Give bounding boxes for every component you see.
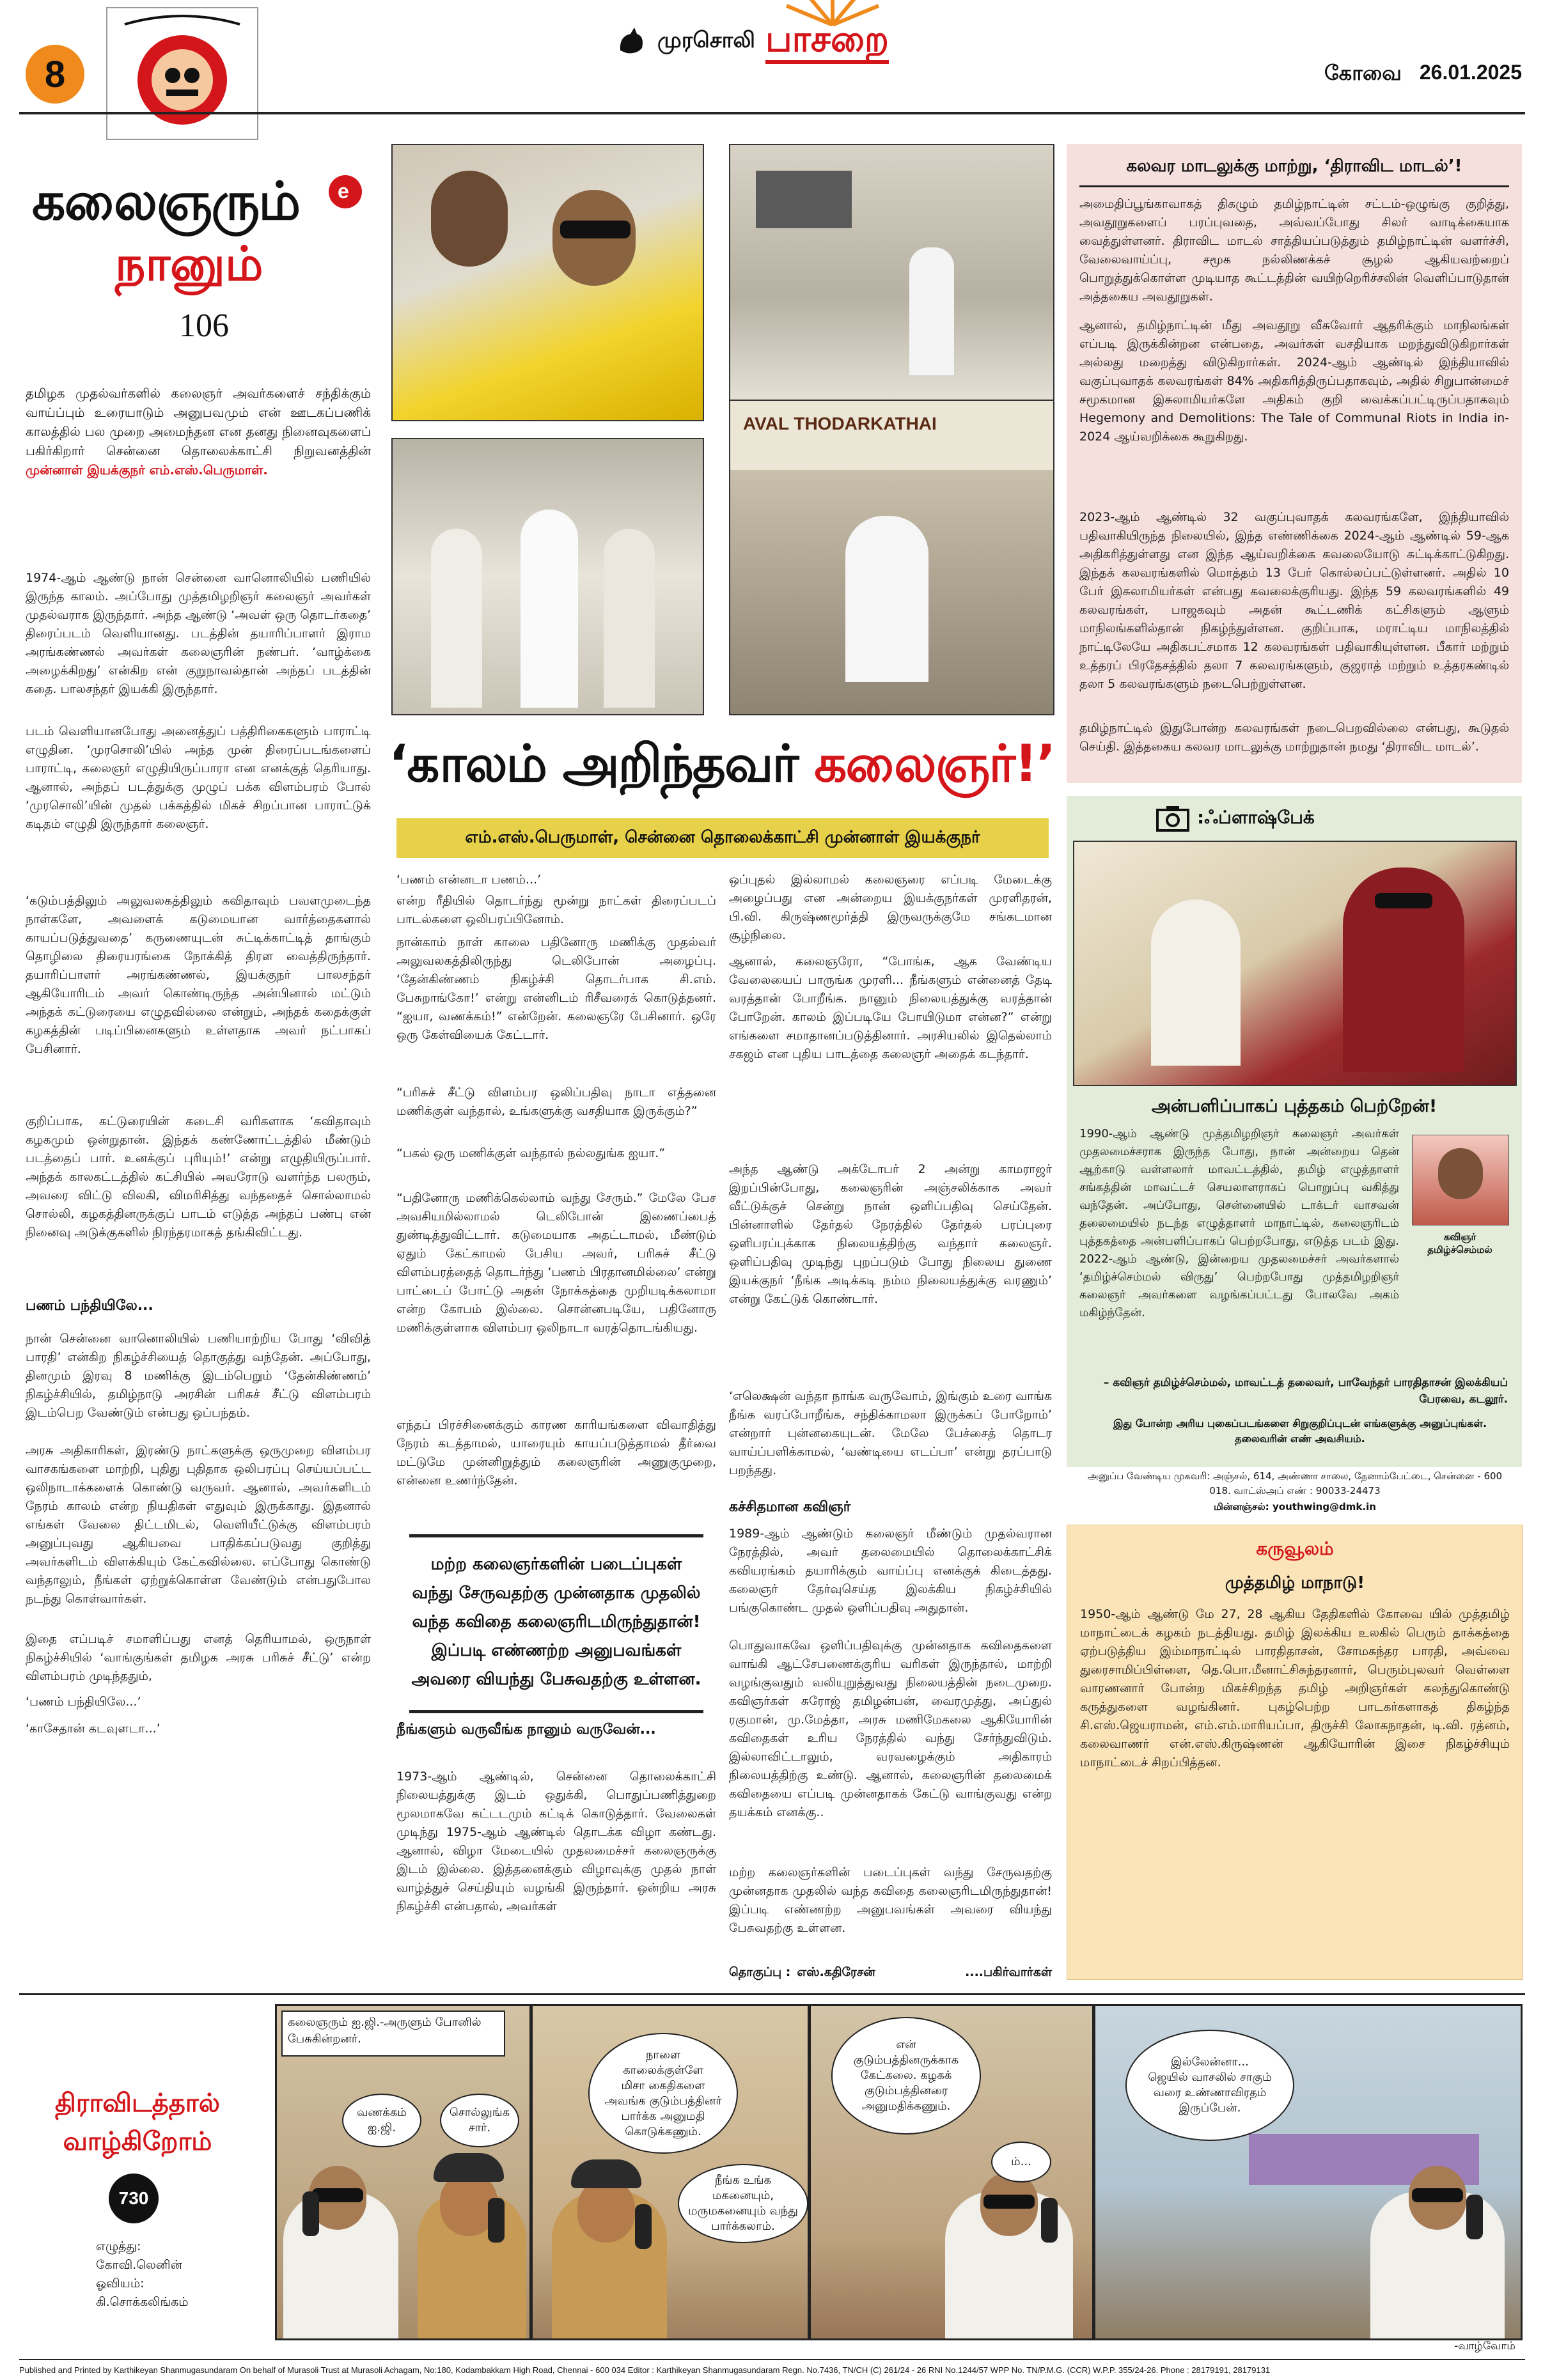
imprint: Published and Printed by Karthikeyan Shanmugasundaram On behalf of Murasoli Trust at Murasoli Achagam, No:180, Kodambakkam High Road, Chennai - 600 034 Editor : Karthikeyan Shanmugasundaram Regn. No.7436, TN/CH (C) 261/24 - 26 RNI No.1244/57 WPP No. TN/P.M.G. (CCR) W.P.P. 355/24-26. Phone : 28179191, 28179131 — [19, 2365, 1271, 2375]
series-number: 106 — [179, 307, 229, 344]
photo-aval-thodarkathai-event: AVAL THODARKATHAI — [729, 400, 1054, 715]
brand-small: முரசொலி — [657, 27, 755, 53]
speech-bubble-2: சொல்லுங்க சார். — [440, 2094, 519, 2147]
col2-p3: நான்காம் நாள் காலை பதினோரு மணிக்கு முதல்வர் அலுவலகத்திலிருந்து டெலிபோன் அழைப்பு. ‘தேன்கிண்ணம் நிகழ்ச்சி தொடர்பாக சி.எம். பேசுறாங்கோ!’ என்று என்னிடம் ரிசீவரைக் கொடுத்தனர். “ஐயா, வணக்கம்!” என்றேன். கலைஞரே பேசினார். ஒரே ஒரு கேள்வியைக் கேட்டார். — [396, 935, 716, 1042]
subhead-precise-poet: கச்சிதமான கவிஞர் — [729, 1499, 851, 1515]
intro-text: தமிழக முதல்வர்களில் கலைஞர் அவர்களைச் சந்திக்கும் வாய்ப்பும் உரையாடும் அனுபவமும் என் ஊடகப்பணிக் காலத்தில் பல முறை அமைந்தன என தனது நினைவுகளைப் பகிர்கிறார் சென்னை தொலைக்காட்சி நிறுவனத்தின் — [26, 385, 371, 458]
page-number: 8 — [44, 53, 66, 95]
flashback-box — [1067, 796, 1522, 1467]
col3-p1: ஒப்புதல் இல்லாமல் கலைஞரை எப்படி மேடைக்கு அழைப்பது என அன்றைய இயக்குநர்கள் முரளிதரன், பி.வி. கிருஷ்ணமூர்த்தி இருவருக்குமே சங்கடமான சூழ்நிலை. — [729, 873, 1052, 942]
col2-p1: ‘பணம் என்னடா பணம்...’ — [396, 873, 542, 887]
flashback-header — [1156, 802, 1315, 834]
speech-bubble-6: ம்... — [991, 2142, 1051, 2182]
murasoli-pasarai-logo — [106, 6, 259, 141]
treasure-box — [1067, 1525, 1523, 1980]
flashback-text: 1990-ஆம் ஆண்டு முத்தமிழறிஞர் கலைஞர் அவர்கள் முதலமைச்சராக இருந்த போது, நான் அன்றைய தென் ஆற்காடு வள்ளலார் மாவட்டத்தில், தமிழ் எழுத்தாளர் சங்கத்தின் மாவட்டச் செயலாளராகப் பொறுப்பு வகித்து வந்தேன். அப்போது, சென்னையில் டாக்டர் வாசவன் தலைமையில் நடந்த எழுத்தாளர் மாநாட்டில், கலைஞரிடம் புத்தகத்தை அன்பளிப்பாகப் பெற்றபோது, எடுத்த படம் இது. 2022-ஆம் ஆண்டு, இன்றைய முதலமைச்சர் அவர்களால் ‘தமிழ்ச்செம்மல் விருது’ பெற்றபோது முத்தமிழறிஞர் கலைஞர் அவர்களை வழங்கப்பட்டது போலவே அகம் மகிழ்ந்தேன். — [1079, 1127, 1399, 1319]
brand-large: பாசறை — [765, 19, 889, 64]
speech-bubble-4: நீங்க உங்க மகனையும், மருமகனையும் வந்து பார்க்கலாம். — [678, 2164, 808, 2243]
camera-icon — [1156, 805, 1189, 832]
col1-p7: இதை எப்படிச் சமாளிப்பது எனத் தெரியாமல், ஒருநாள் நிகழ்ச்சியில் ‘வாங்குங்கள் தமிழக அரசு பரிசுச் சீட்டு’ என்ற விளம்பரம் முடிந்ததும், — [26, 1632, 371, 1683]
header-rule — [19, 112, 1525, 114]
photo-walking-group — [391, 438, 704, 715]
col1-p5: நான் சென்னை வானொலியில் பணியாற்றிய போது ‘விவித் பாரதி’ என்கிற நிகழ்ச்சியைத் தொகுத்து வந்தேன். அப்போது, தினமும் இரவு 8 மணிக்கு இடம்பெறும் ‘தேன்கிண்ணம்’ நிகழ்ச்சியில், தமிழ்நாடு அரசின் பரிசுச் சீட்டு விளம்பரம் இடம்பெற வேண்டும் என்பது ஒப்பந்தம். — [26, 1332, 371, 1420]
speech-bubble-3: நாளை காலைக்குள்ளே மிசா கைதிகளை அவங்க குடும்பத்தினர் பார்க்க அனுமதி கொடுக்கணும். — [588, 2033, 738, 2154]
col2-p2: என்ற ரீதியில் தொடர்ந்து மூன்று நாட்கள் திரைப்படப் பாடல்களை ஒலிபரப்பினோம். — [396, 894, 716, 926]
city: கோவை — [1324, 61, 1402, 85]
col1-p6: அரசு அதிகாரிகள், இரண்டு நாட்களுக்கு ஒருமுறை விளம்பர வாசகங்களை மாற்றி, புதிது புதிதாக ஒலிபரப்பு செய்யப்பட்ட ஒலிநாடாக்களைக் கொண்டு வருவர். ஆனால், அவர்களிடம் நேரம் காலம் என்ற நியதிகள் எதுவும் இருக்காது. இதனால் எங்கள் வேலை திட்டமிடல், வெளியீட்டுக்கு விளம்பரம் அனுப்புவது ஆகியவை பாதிக்கப்படுவது குறித்து அவர்களிடம் விளக்கியும் கேட்கவில்லை. எப்போது கொண்டு வந்தாலும், நீங்கள் ஏற்றுக்கொள்ள வேண்டும் என்பதுபோல நடந்து கொள்வார்கள். — [26, 1443, 371, 1606]
intro-author: முன்னாள் இயக்குநர் எம்.எஸ்.பெருமாள். — [26, 462, 268, 478]
series-title-line2: நானும் — [115, 237, 263, 292]
headline-part1: ‘காலம் அறிந்தவர் — [388, 734, 815, 793]
pen-icon — [326, 173, 364, 211]
col1-p9: ‘காசேதான் கடவுளடா...’ — [26, 1722, 161, 1736]
col1-p3: ‘கடும்பத்திலும் அலுவலகத்திலும் கவிதாவும் பவளமுடைந்த நாள்களே, அவளைக் கடுமையான வார்த்தைகளால் காயப்படுத்துவதை’ கருணையுடன் சுட்டிக்காட்டித் தாங்கும் தொழிலை திரையரங்கை நோக்கித் திரள வைத்திருந்தார். தயாரிப்பாளர் அரங்கண்ணல், இயக்குநர் பாலசந்தர் ஆகியோரிடம் அவர் கொண்டிருந்த அன்பினால் மட்டும் அந்தக் கட்டுரையை எழுதவில்லை என்றும், அந்தக் கதைக்குள் கழகத்தின் படிப்பினைகளும் உள்ளதாக அவர் நட்பாகப் பேசினார். — [26, 894, 371, 1056]
photo-kalaignar-yellow-shawl — [391, 144, 704, 421]
col2-p7: எந்தப் பிரச்சினைக்கும் காரண காரியங்களை விவாதித்து நேரம் கடத்தாமல், யாரையும் காயப்படுத்தாமல் தீர்வை மட்டுமே முன்னிறுத்தும் கலைஞரின் அணுகுமுறை, என்னை உணர்ந்தேன். — [396, 1418, 716, 1488]
speech-bubble-5: என் குடும்பத்தினருக்காக கேட்கலை. கழகக் குடும்பத்தினரை அனுமதிக்கணும். — [831, 2017, 981, 2135]
comic-caption: கலைஞரும் ஐ.ஜி.-அருளும் போனில் பேசுகின்றனர். — [281, 2011, 505, 2057]
col1-p8: ‘பணம் பந்தியிலே...’ — [26, 1695, 141, 1709]
series-title-line1: கலைஞரும் — [32, 171, 300, 232]
editorial-p3: 2023-ஆம் ஆண்டில் 32 வகுப்புவாதக் கலவரங்களே, இந்தியாவில் பதிவாகியிருந்த நிலையில், இந்த எண்ணிக்கை 2024-ஆம் ஆண்டில் 59-ஆக அதிகரித்துள்ளது என இந்த ஆய்வறிக்கை கவலையோடு சுட்டிக்காட்டுகிறது. இந்தக் கலவரங்களில் மொத்தம் 13 பேர் கொல்லப்பட்டுள்ளனர். அதில் 10 பேர் இசுலாமியர்கள் என்பது கவலைக்குரியது. இந்த 59 கலவரங்களில் 49 கலவரங்கள், பாஜகவும் அதன் கூட்டணிக் கட்சிகளும் ஆளும் மாநிலங்களில்தான் நிகழ்ந்துள்ளன. குறிப்பாக, மராட்டிய மாநிலத்தில் நாட்டிலேயே அதிகபட்சமாக 12 கலவரங்கள் பதிவாகியுள்ளன. பீகார் மற்றும் உத்தரப் பிரதேசத்தில் தலா 7 கலவரங்களும், குஜராத் மற்றும் உத்தரகண்டில் தலா 5 கலவரங்களும் நடைபெற்றுள்ளன. — [1079, 510, 1509, 691]
treasure-subtitle: முத்தமிழ் மாநாடு! — [1225, 1573, 1365, 1592]
col2-p8: 1973-ஆம் ஆண்டில், சென்னை தொலைக்காட்சி நிலையத்துக்கு இடம் ஒதுக்கி, பொதுப்பணித்துறை மூலமாகவே கட்டடமும் கட்டிக் கொடுத்தார். வேலைகள் முடிந்து 1975-ஆம் ஆண்டில் தொடக்க விழா கண்டது. ஆனால், விழா மேடையில் முதலமைச்சர் கலைஞருக்கு இடம் இல்லை. இத்தனைக்கும் விழாவுக்கு முதல் நாள் வாழ்த்துச் செய்தியும் வழங்கி இருந்தார். ஒன்றிய அரசு நிகழ்ச்சி என்பதால், அவர்கள் — [396, 1769, 716, 1913]
invite-text: இது போன்ற அரிய புகைப்படங்களை சிறுகுறிப்புடன் எங்களுக்கு அனுப்புங்கள். தலைவரின் எண் அவசியம். — [1113, 1417, 1487, 1445]
svg-text:e: e — [338, 180, 349, 203]
flashback-portrait — [1412, 1135, 1509, 1225]
compiler-label: தொகுப்பு : — [729, 1964, 791, 1979]
pull-quote-rule-top — [409, 1534, 703, 1537]
artist: கி.சொக்கலிங்கம் — [96, 2295, 189, 2309]
writer: கோவி.லெனின் — [96, 2258, 182, 2272]
subhead-you-will-come: நீங்களும் வருவீங்க நானும் வருவேன்... — [396, 1722, 656, 1738]
comic-to-continue: -வாழ்வோம் — [1454, 2340, 1516, 2353]
brand-large-block — [765, 19, 889, 65]
date: 26.01.2025 — [1419, 61, 1522, 84]
writer-label: எழுத்து: — [96, 2239, 141, 2253]
comic-credits — [96, 2237, 237, 2353]
article-headline — [388, 726, 1055, 809]
headline-part2: கலைஞர்!’ — [814, 734, 1055, 793]
col2-p4: “பரிசுச் சீட்டு விளம்பர ஒலிப்பதிவு நாடா எத்தனை மணிக்குள் வந்தால், உங்களுக்கு வசதியாக இருக்கும்?” — [396, 1085, 716, 1118]
flashback-portrait-caption: கவிஞர் தமிழ்ச்செம்மல் — [1427, 1231, 1492, 1256]
col2-p5: “பகல் ஒரு மணிக்குள் வந்தால் நல்லதுங்க ஐயா.” — [396, 1146, 666, 1160]
masthead — [614, 10, 1023, 74]
col3-p4: ‘எலெக்ஷன் வந்தா நாங்க வருவோம், இங்கும் உரை வாங்க நீங்க வரப்போறீங்க, சந்திக்காமலா இருக்கப் போறோம்’ என்றார் புன்னகையுடன். மேலே பேச்சைத் தொடர வாய்ப்பளிக்காமல், ‘வண்டியை எடப்பா’ என்று தரப்பாடு பறந்தது. — [729, 1389, 1052, 1477]
speech-bubble-1: வணக்கம் ஐ.ஜி. — [342, 2094, 421, 2147]
series-title-block — [19, 128, 377, 396]
comic-top-rule — [19, 1993, 1525, 1995]
flashback-sign: – கவிஞர் தமிழ்ச்செம்மல், மாவட்டத் தலைவர், பாவேந்தர் பாரதிதாசன் இலக்கியப் பேரவை, கடலூர். — [1103, 1376, 1508, 1406]
treasure-title: கருவூலம் — [1256, 1538, 1334, 1559]
byline: எம்.எஸ்.பெருமாள், சென்னை தொலைக்காட்சி முன்னாள் இயக்குநர் — [465, 827, 980, 847]
flashback-title: அன்பளிப்பாகப் புத்தகம் பெற்றேன்! — [1151, 1096, 1437, 1116]
subhead-money: பணம் பந்தியிலே... — [26, 1298, 153, 1314]
col2-p6: “பதினோரு மணிக்கெல்லாம் வந்து சேரும்.” மேலே பேச அவசியமில்லாமல் டெலிபோன் இணைப்பைத் துண்டித்துவிட்டார். கடுமையாக அதட்டாமல், மீண்டும் ஏதும் கேட்காமல் பேசிய அவர், பரிசுச் சீட்டு விளம்பரத்தைத் தொடர்ந்து ‘பணம் பிரதானமில்லை’ என்று பாட்டைப் போட்டு அதன் நோக்கத்தை முறியடிக்கலாமா என்ற கோபம் இல்லை. சொன்னபடியே, பதினோரு மணிக்குள்ளாக விளம்பர ஒலிநாடா வரத்தொடங்கியது. — [396, 1191, 716, 1335]
pull-quote-rule-bottom — [409, 1710, 703, 1713]
comic-episode-badge — [109, 2174, 159, 2223]
email-line: மின்னஞ்சல்: youthwing@dmk.in — [1214, 1501, 1376, 1513]
photo-event-stage — [729, 144, 1054, 421]
editorial-p1: அமைதிப்பூங்காவாகத் திகழும் தமிழ்நாட்டின் சட்டம்-ஒழுங்கு குறித்து, அவதூறுகளைப் பரப்புவதை, அவ்வப்போது சிலர் வாடிக்கையாக வைத்துள்ளனர். திராவிட மாடல் சாத்தியப்படுத்தும் தமிழ்நாட்டின் வளர்ச்சி, வேலைவாய்ப்பு, சமூக நல்லிணக்கச் சூழல் ஆகியவற்றைப் பொறுத்துக்கொள்ள முடியாத கூட்டத்தின் வயிற்றெரிச்சலின் வெளிப்பாடுதான் அத்தகைய அவதூறுகள். — [1079, 197, 1509, 304]
col1-p2: படம் வெளியானபோது அனைத்துப் பத்திரிகைகளும் பாராட்டி எழுதின. ‘முரசொலி’யில் அந்த முன் திரைப்படங்களைப் பாராட்டி, கலைஞர் எழுதியிருப்பாரா என எனக்குத் தெரியாது. ஆனால், அந்தப் படத்துக்கு முழுப் பக்க விளம்பரம் போல் ‘முரசொலி’யின் முதல் பக்கத்தில் மிகச் சிறப்பான பாராட்டுக் கடிதம் எழுதி இருந்தார் கலைஞர். — [26, 724, 371, 831]
col3-p2: ஆனால், கலைஞரோ, “போங்க, ஆக வேண்டிய வேலையைப் பாருங்க முரளி... நீங்களும் என்னைத் தேடி வரத்தான் போறீங்க. நானும் நிலையத்துக்கு வரத்தான் போறேன். காலம் இப்படியே போயிடுமா என்ன?” என்று எங்களை சமாதானப்படுத்தினார். அரசியலில் இதெல்லாம் சகஜம் என புதிய பாடத்தை கலைஞர் அதைக் கடந்தார். — [729, 954, 1052, 1061]
editorial-box — [1067, 144, 1522, 783]
rooster-icon — [614, 25, 647, 58]
flashback-photo — [1073, 841, 1517, 1086]
treasure-text: 1950-ஆம் ஆண்டு மே 27, 28 ஆகிய தேதிகளில் கோவை யில் முத்தமிழ் மாநாட்டைக் கழகம் நடத்தியது. தமிழ் இலக்கிய உலகில் பெரும் தாக்கத்தை ஏற்படுத்திய இம்மாநாட்டில் பாரதிதாசன், சோமசுந்தர பாரதி, அவ்வை துரைசாமிப்பிள்ளை, தெ.பொ.மீனாட்சிசுந்தரனார், பெரும்புலவர் வெள்ளை வாரணனார் போன்ற மிகச்சிறந்த தமிழ் அறிஞர்கள் கலந்துகொண்டு கருத்துகளை வழங்கினர். புகழ்பெற்ற பாடகர்களாகத் திகழ்ந்த சி.எஸ்.ஜெயராமன், எம்.எம்.மாரியப்பா, திருச்சி லோகநாதன், டி.வி. ரத்னம், கலைவாணர் என்.எஸ்.கிருஷ்ணன் ஆகியோரின் இசை நிகழ்ச்சியும் மாநாட்டைச் சிறப்பித்தன. — [1080, 1607, 1510, 1769]
comic-strip — [275, 2004, 1522, 2340]
byline-bar — [396, 818, 1049, 858]
pull-quote: மற்ற கலைஞர்களின் படைப்புகள் வந்து சேருவதற்கு முன்னதாக முதலில் வந்த கவிதை கலைஞரிடமிருந்துதான்! இப்படி எண்ணற்ற அனுபவங்கள் அவரை வியந்து பேசுவதற்கு உள்ளன. — [411, 1555, 701, 1689]
page-number-badge — [26, 45, 84, 104]
col3-p5: 1989-ஆம் ஆண்டும் கலைஞர் மீண்டும் முதல்வரான நேரத்தில், அவர் தலைமையில் தொலைக்காட்சிக் கவியரங்கம் தயாரிக்கும் வாய்ப்பு எனக்குக் கிடைத்தது. கலைஞர் தேர்வுசெய்த இலக்கிய நிகழ்ச்சியில் பங்குகொண்ட முதல் ஒளிப்பதிவு அதுதான். — [729, 1527, 1052, 1615]
to-share: ....பகிர்வார்கள் — [965, 1964, 1052, 1979]
series-intro — [26, 384, 371, 563]
compiler-name: எஸ்.கதிரேசன் — [797, 1964, 875, 1979]
editorial-p2: ஆனால், தமிழ்நாட்டின் மீது அவதூறு வீசுவோர் ஆதரிக்கும் மாநிலங்கள் எப்படி இருக்கின்றன என்பதை, அவர்கள் வசதியாக மறந்துவிடுகிறார்கள் அல்லது மறைத்து விடுகிறார்கள். 2024-ஆம் ஆண்டில் இந்தியாவில் வகுப்புவாதக் கலவரங்கள் 84% அதிகரித்திருப்பதாகவும், அதில் சிறுபான்மைச் சமூகமான இசுலாமியர்களே அதிகம் குறி வைக்கப்பட்டிருப்பதாகவும் Hegemony and Demolitions: The Tale of Communal Riots in India in-2024 ஆய்வறிக்கை கூறுகிறது. — [1079, 318, 1509, 444]
sunrise-icon — [769, 0, 897, 26]
comic-episode: 730 — [118, 2188, 149, 2208]
artist-label: ஓவியம்: — [96, 2276, 145, 2291]
col3-p7: மற்ற கலைஞர்களின் படைப்புகள் வந்து சேருவதற்கு முன்னதாக முதலில் வந்த கவிதை கலைஞரிடமிருந்துதான்! இப்படி எண்ணற்ற அனுபவங்கள் அவரை வியந்து பேசுவதற்கு உள்ளன. — [729, 1865, 1052, 1935]
edition-info — [1253, 61, 1522, 93]
editorial-p4: தமிழ்நாட்டில் இதுபோன்ற கலவரங்கள் நடைபெறவில்லை என்பது, கூடுதல் செய்தி. இத்தகைய கலவர மாடலுக்கு மாற்றுதான் நமது ‘திராவிட மாடல்’. — [1079, 721, 1509, 754]
address-line: அனுப்ப வேண்டிய முகவரி: அஞ்சல், 614, அண்ணா சாலை, தேனாம்பேட்டை, சென்னை - 600 018. வாட்ஸ்அப் எண் : 90033-24473 — [1087, 1470, 1503, 1497]
col1-p1: 1974-ஆம் ஆண்டு நான் சென்னை வானொலியில் பணியில் இருந்த காலம். அப்போது முத்தமிழறிஞர் கலைஞர் அவர்கள் முதல்வராக இருந்தார். அந்த ஆண்டு ‘அவள் ஒரு தொடர்கதை’ திரைப்படம் வெளியானது. படத்தின் தயாரிப்பாளர் இராம அரங்கண்ணல் அவர்கள் கலைஞரின் நண்பர். ‘வாழ்க்கை அழைக்கிறது’ என்கிற என் குறுநாவல்தான் அந்தப் படத்தின் கதை. பாலசந்தர் இயக்கி இருந்தார். — [26, 571, 371, 696]
speech-bubble-7: இல்லேன்னா... ஜெயில் வாசலில் சாகும் வரை உண்ணாவிரதம் இருப்பேன். — [1125, 2030, 1294, 2141]
editorial-title-rule — [1079, 185, 1509, 187]
comic-title: திராவிடத்தால் வாழ்கிறோம் — [55, 2088, 220, 2156]
footer-rule — [19, 2359, 1525, 2360]
flashback-label: :ஃப்ளாஷ்பேக் — [1197, 806, 1315, 828]
col3-p6: பொதுவாகவே ஒளிப்பதிவுக்கு முன்னதாக கவிதைகளை வாங்கி ஆட்சேபணைக்குரிய வரிகள் இருந்தால், மாற்றி வழங்குவதும் வலியுறுத்துவது நிலையத்தின் நடைமுறை. கவிஞர்கள் சுரோஜ் தமிழன்பன், வைரமுத்து, அப்துல் ரகுமான், மு.மேத்தா, அரசு மணிமேகலை ஆகியோரின் கவிதைகள் உரிய நேரத்தில் வந்து சேர்ந்துவிடும். இல்லாவிட்டாலும், வரவழைக்கும் அதிகாரம் நிலையத்திற்கு உண்டு. ஆனால், கலைஞரின் தலைமைக் கவிதையை எப்படி முன்னதாகக் கேட்டு வாங்குவது என்ற தயக்கம் எனக்கு.. — [729, 1638, 1052, 1819]
col3-p3: அந்த ஆண்டு அக்டோபர் 2 அன்று காமராஜர் இறப்பின்போது, கலைஞரின் அஞ்சலிக்காக அவர் வீட்டுக்குச் சென்று நான் ஒளிப்பதிவு செய்தேன். பின்னாளில் தேர்தல் நேரத்தில் தேர்தல் பரப்புரை ஒளிபரப்புக்காக நிலையத்திற்கு வந்தார் கலைஞர். ஒளிப்பதிவு முடிந்து புறப்படும் போது நிலைய துணை இயக்குநர் ‘நீங்க அடிக்கடி நம்ம நிலையத்துக்கு வரணும்’ என்று கேட்டுக் கொண்டார். — [729, 1162, 1052, 1306]
logo-emblem-icon — [106, 6, 259, 141]
compiler-line — [729, 1961, 1052, 1984]
editorial-title: கலவர மாடலுக்கு மாற்று, ‘திராவிட மாடல்’! — [1126, 157, 1462, 176]
col1-p4: குறிப்பாக, கட்டுரையின் கடைசி வரிகளாக ‘கவிதாவும் கழகமும் ஒன்றுதான். இந்தக் கண்ணோட்டத்தில் மீண்டும் படத்தைப் பார். உனக்குப் புரியும்!’ என்று எழுதியிருப்பார். அந்தக் காலகட்டத்தில் கட்சியில் அவரோடு வளர்ந்த பலரும், அவரை விட்டு விலகி, விமரிசித்து வந்ததைச் சொல்லாமல் சொல்லி, கழகத்தினருக்குப் பாடம் எடுத்த அந்தப் பண்பு என் நினைவு அடுக்குகளில் நிரந்தரமாகத் தங்கிவிட்டது. — [26, 1114, 371, 1240]
